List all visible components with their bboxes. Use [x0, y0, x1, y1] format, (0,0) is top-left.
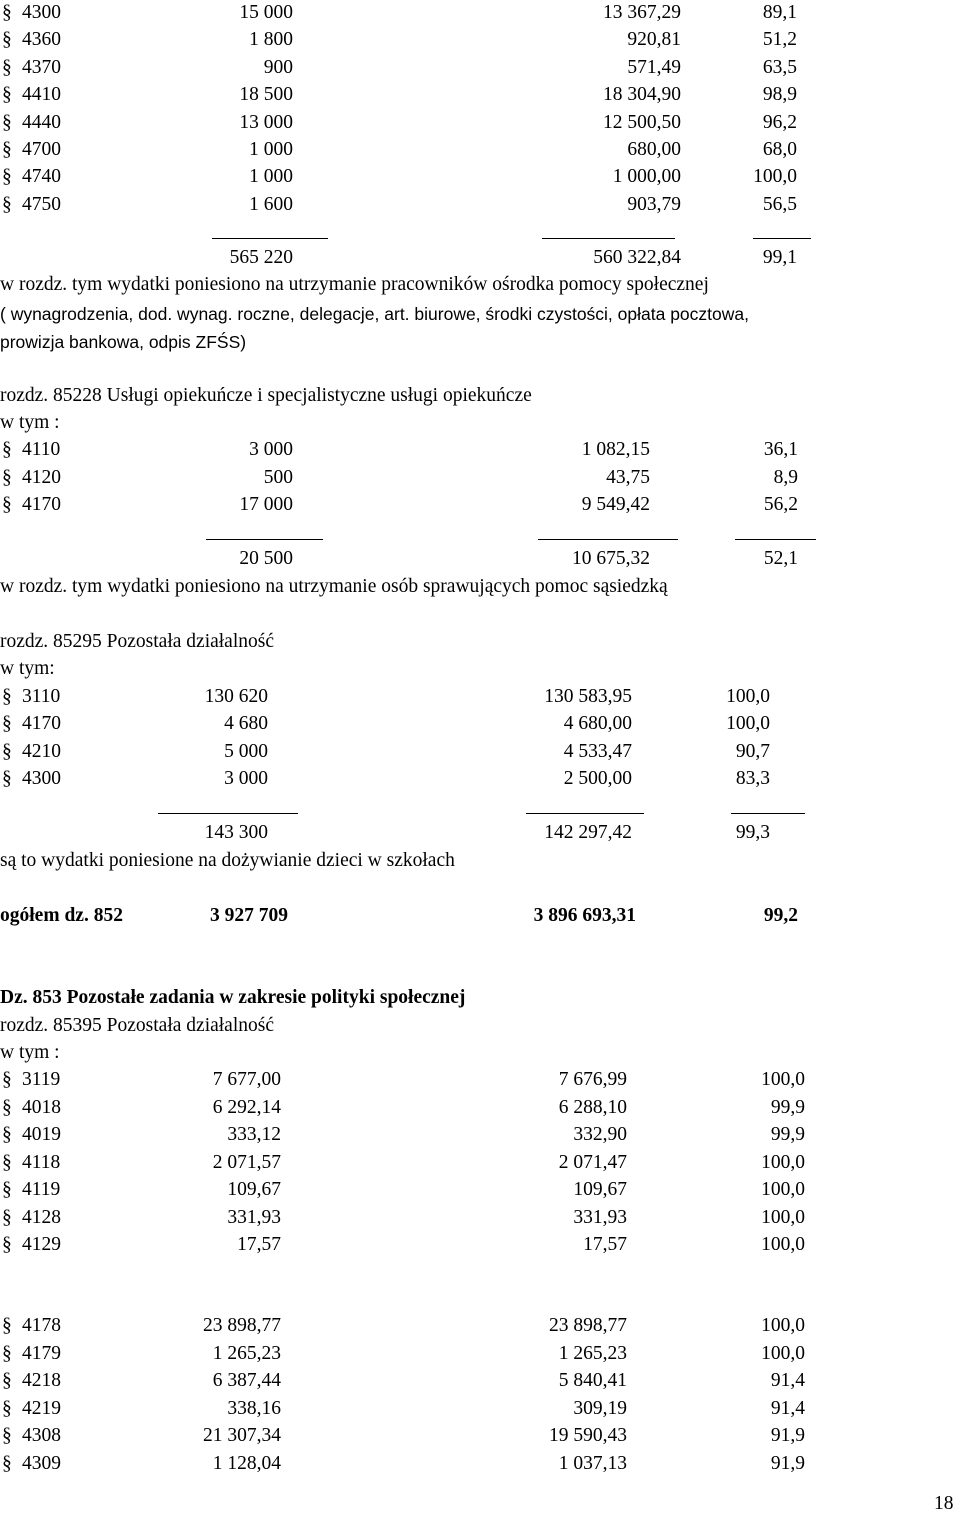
note-text: w rozdz. tym wydatki poniesiono na utrzymanie osób sprawujących pomoc sąsiedzką [0, 576, 668, 597]
percent-cell: 96,2 [762, 111, 797, 133]
note-text: w rozdz. tym wydatki poniesiono na utrzymanie pracowników ośrodka pomocy społecznej [0, 274, 709, 295]
plan-cell: 3 000 [224, 768, 268, 790]
total-plan: 565 220 [229, 247, 293, 268]
table-row [0, 739, 960, 765]
exec-cell: 1 037,13 [558, 1452, 627, 1474]
plan-cell: 23 898,77 [203, 1315, 281, 1336]
exec-cell: 5 840,41 [558, 1370, 627, 1391]
code-cell: 3119 [22, 1069, 61, 1090]
exec-cell: 680,00 [627, 139, 681, 160]
table-row [0, 1368, 960, 1394]
table-row [0, 55, 960, 81]
note-text: ( wynagrodzenia, dod. wynag. roczne, delegacje, art. biurowe, środki czystości, opłata pocztowa, [0, 304, 749, 324]
plan-cell: 15 000 [239, 2, 293, 23]
table-row [0, 1423, 960, 1449]
exec-cell: 1 082,15 [581, 439, 650, 460]
table-row [0, 137, 960, 163]
table-row [0, 1313, 960, 1339]
section-symbol: § [2, 84, 12, 106]
plan-cell: 109,67 [227, 1179, 281, 1200]
code-cell: 4300 [22, 2, 61, 23]
code-cell: 4210 [22, 740, 61, 762]
exec-cell: 2 071,47 [558, 1151, 627, 1173]
grand-total-pct: 99,2 [763, 905, 798, 926]
code-cell: 4170 [22, 713, 61, 735]
section-symbol: § [2, 29, 12, 51]
code-cell: 4218 [22, 1370, 61, 1391]
exec-cell: 1 265,23 [558, 1342, 627, 1364]
percent-cell: 89,1 [762, 2, 797, 23]
percent-cell: 91,9 [770, 1425, 805, 1446]
percent-cell: 100,0 [726, 713, 770, 735]
plan-cell: 6 292,14 [212, 1096, 281, 1118]
section-symbol: § [2, 1342, 12, 1364]
table-row [0, 1205, 960, 1231]
table-row [0, 1341, 960, 1367]
plan-cell: 18 500 [239, 84, 293, 106]
exec-cell: 12 500,50 [603, 111, 681, 133]
percent-cell: 100,0 [761, 1234, 805, 1255]
plan-cell: 7 677,00 [212, 1069, 281, 1090]
chapter-header: rozdz. 85295 Pozostała działalność [0, 631, 274, 652]
code-cell: 4128 [22, 1206, 61, 1228]
section-symbol: § [2, 1370, 12, 1391]
exec-cell: 4 533,47 [563, 740, 632, 762]
exec-cell: 2 500,00 [563, 768, 632, 790]
exec-cell: 4 680,00 [563, 713, 632, 735]
code-cell: 4740 [22, 166, 61, 188]
code-cell: 4440 [22, 111, 61, 133]
percent-cell: 51,2 [762, 29, 797, 51]
total-row [0, 546, 960, 572]
total-pct: 99,3 [735, 822, 770, 843]
total-underline [538, 539, 678, 540]
section-symbol: § [2, 1069, 12, 1090]
percent-cell: 91,4 [770, 1397, 805, 1419]
note-text: prowizja bankowa, odpis ZFŚS) [0, 332, 247, 352]
plan-cell: 13 000 [239, 111, 293, 133]
percent-cell: 83,3 [735, 768, 770, 790]
code-cell: 4170 [22, 494, 61, 515]
section-symbol: § [2, 193, 12, 215]
table-row [0, 1122, 960, 1148]
plan-cell: 6 387,44 [212, 1370, 281, 1391]
code-cell: 4178 [22, 1315, 61, 1336]
code-cell: 4370 [22, 56, 61, 78]
exec-cell: 43,75 [606, 466, 650, 488]
plan-cell: 1 128,04 [212, 1452, 281, 1474]
total-row [0, 820, 960, 846]
plan-cell: 900 [263, 56, 293, 78]
total-underline [731, 813, 805, 814]
code-cell: 3110 [22, 686, 61, 707]
code-cell: 4129 [22, 1234, 61, 1255]
percent-cell: 90,7 [735, 740, 770, 762]
section-symbol: § [2, 494, 12, 515]
total-pct: 52,1 [763, 548, 798, 569]
section-symbol: § [2, 1124, 12, 1145]
code-cell: 4120 [22, 466, 61, 488]
plan-cell: 500 [263, 466, 293, 488]
exec-cell: 920,81 [627, 29, 681, 51]
code-cell: 4309 [22, 1452, 61, 1474]
table-row [0, 684, 960, 710]
exec-cell: 9 549,42 [581, 494, 650, 515]
table-row [0, 1150, 960, 1176]
grand-total-exec: 3 896 693,31 [533, 905, 636, 926]
plan-cell: 1 265,23 [212, 1342, 281, 1364]
plan-cell: 2 071,57 [212, 1151, 281, 1173]
section-symbol: § [2, 111, 12, 133]
code-cell: 4118 [22, 1151, 61, 1173]
total-underline [753, 238, 811, 239]
exec-cell: 331,93 [573, 1206, 627, 1228]
percent-cell: 100,0 [726, 686, 770, 707]
total-underline [526, 813, 644, 814]
section-symbol: § [2, 56, 12, 78]
section-symbol: § [2, 1452, 12, 1474]
code-cell: 4700 [22, 139, 61, 160]
exec-cell: 23 898,77 [549, 1315, 627, 1336]
subheader: w tym : [0, 412, 60, 433]
total-pct: 99,1 [762, 247, 797, 268]
plan-cell: 130 620 [204, 686, 268, 707]
section-symbol: § [2, 1315, 12, 1336]
exec-cell: 6 288,10 [558, 1096, 627, 1118]
exec-cell: 17,57 [583, 1234, 627, 1255]
percent-cell: 100,0 [761, 1315, 805, 1336]
plan-cell: 4 680 [224, 713, 268, 735]
total-underline [542, 238, 675, 239]
total-exec: 560 322,84 [593, 247, 681, 268]
section-symbol: § [2, 768, 12, 790]
exec-cell: 18 304,90 [603, 84, 681, 106]
plan-cell: 1 800 [249, 29, 293, 51]
table-row [0, 1232, 960, 1258]
chapter-header: rozdz. 85228 Usługi opiekuńcze i specjalistyczne usługi opiekuńcze [0, 385, 532, 406]
exec-cell: 903,79 [627, 193, 681, 215]
plan-cell: 17,57 [237, 1234, 281, 1255]
code-cell: 4119 [22, 1179, 61, 1200]
section-symbol: § [2, 2, 12, 23]
percent-cell: 91,4 [770, 1370, 805, 1391]
code-cell: 4179 [22, 1342, 61, 1364]
section-symbol: § [2, 1151, 12, 1173]
plan-cell: 1 000 [249, 166, 293, 188]
code-cell: 4219 [22, 1397, 61, 1419]
exec-cell: 13 367,29 [603, 2, 681, 23]
section-symbol: § [2, 439, 12, 460]
grand-total-label: ogółem dz. 852 [0, 905, 123, 926]
code-cell: 4019 [22, 1124, 61, 1145]
percent-cell: 36,1 [763, 439, 798, 460]
total-underline [158, 813, 298, 814]
exec-cell: 19 590,43 [549, 1425, 627, 1446]
percent-cell: 99,9 [770, 1096, 805, 1118]
section-symbol: § [2, 466, 12, 488]
table-row [0, 1396, 960, 1422]
total-exec: 142 297,42 [544, 822, 632, 843]
section-symbol: § [2, 1234, 12, 1255]
table-row [0, 1177, 960, 1203]
section-symbol: § [2, 686, 12, 707]
section-symbol: § [2, 166, 12, 188]
subheader: w tym : [0, 1042, 60, 1063]
exec-cell: 332,90 [573, 1124, 627, 1145]
total-exec: 10 675,32 [572, 548, 650, 569]
percent-cell: 8,9 [773, 466, 798, 488]
section-symbol: § [2, 713, 12, 735]
total-plan: 143 300 [204, 822, 268, 843]
chapter-header: rozdz. 85395 Pozostała działalność [0, 1015, 274, 1036]
note-text: są to wydatki poniesione na dożywianie dzieci w szkołach [0, 850, 455, 871]
plan-cell: 1 000 [249, 139, 293, 160]
table-row [0, 192, 960, 218]
table-row [0, 492, 960, 518]
code-cell: 4308 [22, 1425, 61, 1446]
total-plan: 20 500 [239, 548, 293, 569]
division-header: Dz. 853 Pozostałe zadania w zakresie polityki społecznej [0, 987, 466, 1008]
percent-cell: 98,9 [762, 84, 797, 106]
total-row [0, 245, 960, 271]
total-underline [735, 539, 816, 540]
percent-cell: 100,0 [761, 1069, 805, 1090]
code-cell: 4018 [22, 1096, 61, 1118]
plan-cell: 5 000 [224, 740, 268, 762]
table-row [0, 0, 960, 26]
percent-cell: 56,5 [762, 193, 797, 215]
table-row [0, 711, 960, 737]
percent-cell: 63,5 [762, 56, 797, 78]
code-cell: 4410 [22, 84, 61, 106]
percent-cell: 100,0 [761, 1206, 805, 1228]
code-cell: 4300 [22, 768, 61, 790]
total-underline [212, 238, 328, 239]
table-row [0, 1095, 960, 1121]
plan-cell: 21 307,34 [203, 1425, 281, 1446]
section-symbol: § [2, 1425, 12, 1446]
exec-cell: 109,67 [573, 1179, 627, 1200]
code-cell: 4750 [22, 193, 61, 215]
plan-cell: 333,12 [227, 1124, 281, 1145]
table-row [0, 1451, 960, 1477]
section-symbol: § [2, 139, 12, 160]
plan-cell: 3 000 [249, 439, 293, 460]
grand-total-plan: 3 927 709 [210, 905, 288, 926]
table-row [0, 437, 960, 463]
table-row [0, 82, 960, 108]
percent-cell: 100,0 [761, 1342, 805, 1364]
table-row [0, 465, 960, 491]
plan-cell: 17 000 [239, 494, 293, 515]
table-row [0, 110, 960, 136]
percent-cell: 100,0 [753, 166, 797, 188]
section-symbol: § [2, 1397, 12, 1419]
exec-cell: 130 583,95 [544, 686, 632, 707]
code-cell: 4360 [22, 29, 61, 51]
plan-cell: 1 600 [249, 193, 293, 215]
exec-cell: 7 676,99 [558, 1069, 627, 1090]
plan-cell: 338,16 [227, 1397, 281, 1419]
exec-cell: 571,49 [627, 56, 681, 78]
table-row [0, 27, 960, 53]
percent-cell: 99,9 [770, 1124, 805, 1145]
total-underline [206, 539, 323, 540]
table-row [0, 766, 960, 792]
percent-cell: 56,2 [763, 494, 798, 515]
section-symbol: § [2, 1179, 12, 1200]
section-symbol: § [2, 740, 12, 762]
exec-cell: 309,19 [573, 1397, 627, 1419]
section-symbol: § [2, 1096, 12, 1118]
percent-cell: 100,0 [761, 1179, 805, 1200]
percent-cell: 68,0 [762, 139, 797, 160]
percent-cell: 100,0 [761, 1151, 805, 1173]
section-symbol: § [2, 1206, 12, 1228]
plan-cell: 331,93 [227, 1206, 281, 1228]
grand-total-row [0, 903, 960, 929]
exec-cell: 1 000,00 [612, 166, 681, 188]
code-cell: 4110 [22, 439, 61, 460]
page-number: 18 [934, 1493, 954, 1514]
percent-cell: 91,9 [770, 1452, 805, 1474]
subheader: w tym: [0, 658, 55, 679]
table-row [0, 164, 960, 190]
table-row [0, 1067, 960, 1093]
